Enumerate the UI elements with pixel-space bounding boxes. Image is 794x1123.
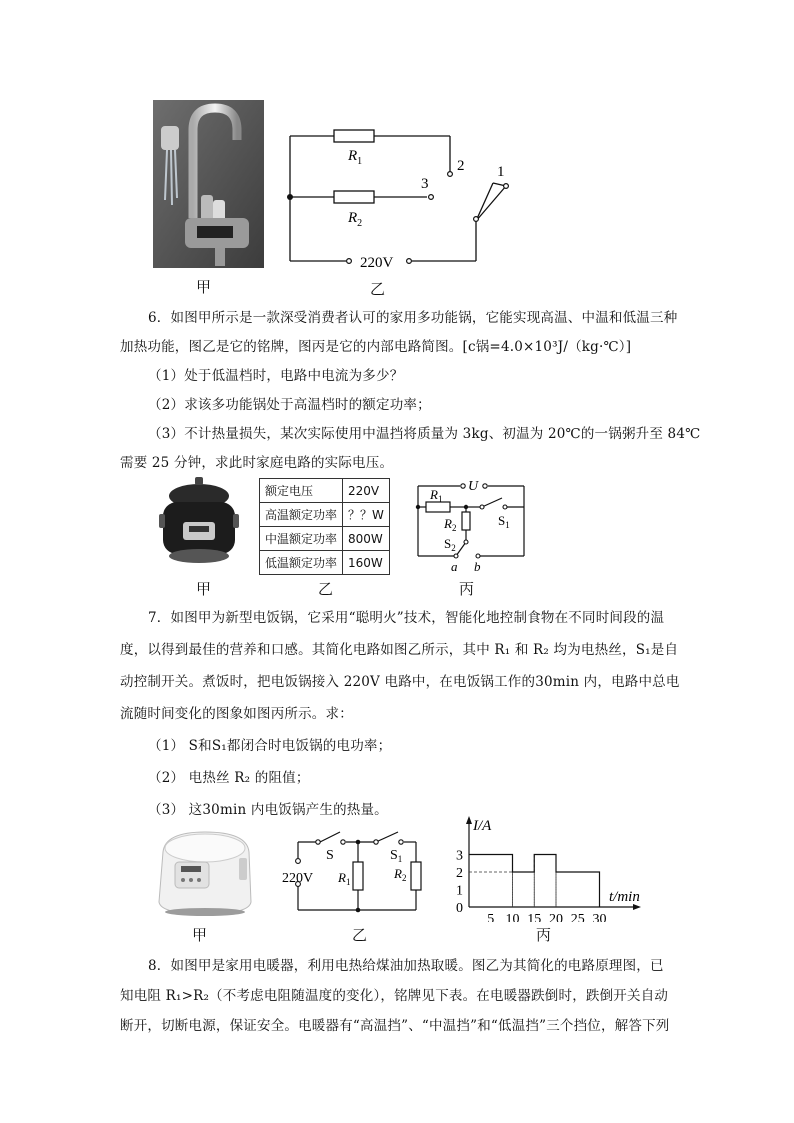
q6-line: 6．如图甲所示是一款深受消费者认可的家用多功能锅，它能实现高温、中温和低温三种 — [148, 310, 678, 326]
fig5-voltage: 220V — [360, 255, 394, 271]
nameplate-label: 中温额定功率 — [260, 527, 343, 551]
q7-line: 动控制开关。煮饭时，把电饭锅接入 220V 电路中，在电饭锅工作的30min 内，电路中总电 — [120, 674, 680, 690]
svg-text:R2: $R_2$ — [394, 866, 407, 883]
x-tick-label: 25 — [570, 912, 585, 922]
table-row — [260, 551, 390, 575]
y-tick-label: 0 — [456, 901, 463, 916]
nameplate-label: 额定电压 — [260, 479, 343, 503]
q8-text — [120, 951, 694, 1041]
q7-text — [120, 603, 694, 827]
svg-text:S1: $S_1$ — [390, 848, 403, 864]
table-row — [260, 527, 390, 551]
q6-line: 加热功能，图乙是它的铭牌，图丙是它的内部电路简图。[c锅=4.0×10³J/（kg·℃）] — [120, 339, 632, 355]
q6-sub: （1）处于低温档时，电路中电流为多少？ — [148, 368, 404, 384]
q6-circuit — [414, 476, 532, 578]
table-row — [260, 479, 390, 503]
x-axis-label: t/min — [609, 889, 640, 905]
nameplate-label: 高温额定功率 — [260, 503, 343, 527]
y-tick-label: 1 — [456, 883, 463, 899]
fig5-terminal-1: 1 — [497, 164, 505, 180]
q7-circuit — [280, 828, 426, 918]
fig5-caption-yi: 乙 — [370, 280, 386, 298]
svg-text:S: S — [326, 848, 334, 863]
fig5-circuit — [280, 122, 520, 274]
faucet-photo — [153, 100, 264, 268]
q7-line: 流随时间变化的图象如图丙所示。求： — [120, 706, 353, 722]
q7-sub: （1） S和S₁都闭合时电饭锅的电功率； — [148, 738, 392, 754]
x-tick-label: 10 — [505, 912, 520, 922]
q7-caption-yi: 乙 — [352, 926, 368, 944]
svg-text:a: a — [451, 559, 458, 574]
svg-text:U: U — [468, 479, 479, 494]
x-tick-label: 30 — [592, 912, 607, 922]
svg-text:220V: 220V — [282, 871, 314, 886]
nameplate-label: 低温额定功率 — [260, 551, 343, 575]
q6-line: 需要 25 分钟，求此时家庭电路的实际电压。 — [120, 455, 394, 471]
svg-text:R1: $R_1$ — [338, 870, 351, 887]
nameplate-table — [259, 478, 390, 575]
y-tick-label: 3 — [456, 848, 463, 864]
q6-caption-jia: 甲 — [196, 580, 212, 598]
nameplate-value: ？？W — [343, 503, 390, 527]
q8-line: 断开，切断电源，保证安全。电暖器有“高温挡”、“中温挡”和“低温挡”三个挡位，解答下列 — [120, 1018, 670, 1034]
y-axis-arrow — [466, 816, 472, 824]
table-row — [260, 503, 390, 527]
q7-caption-jia: 甲 — [192, 926, 208, 944]
nameplate-value: 800W — [343, 527, 390, 551]
fig5-r1-label: $R_1$ — [348, 148, 363, 167]
q7-sub: （3） 这30min 内电饭锅产生的热量。 — [148, 802, 388, 818]
q7-line: 度，以得到最佳的营养和口感。其简化电路如图乙所示，其中 R₁ 和 R₂ 均为电热丝，S₁是自 — [120, 642, 679, 658]
x-tick-label: 15 — [527, 912, 542, 922]
svg-text:S1: $S_1$ — [498, 513, 510, 530]
q6-caption-bing: 丙 — [459, 580, 475, 598]
x-tick-label: 5 — [487, 912, 495, 922]
svg-text:R2: $R_2$ — [444, 516, 457, 533]
q6-sub: （2）求该多功能锅处于高温档时的额定功率； — [148, 397, 431, 413]
fig5-terminal-3: 3 — [421, 176, 429, 192]
q6-caption-yi: 乙 — [318, 580, 334, 598]
svg-text:S2: $S_2$ — [444, 536, 456, 553]
fig5-terminal-2: 2 — [457, 158, 465, 174]
current-time-chart — [447, 812, 653, 922]
fig5-r2-label: $R_2$ — [348, 210, 363, 229]
rice-cooker-photo — [153, 822, 257, 920]
y-tick-label: 2 — [456, 866, 463, 881]
q6-sub: （3）不计热量损失，某次实际使用中温挡将质量为 3kg、初温为 20℃的一锅粥升至 84℃ — [148, 426, 701, 442]
nameplate-value: 160W — [343, 551, 390, 575]
y-axis-label: I/A — [473, 818, 492, 834]
fig5-caption-jia: 甲 — [196, 278, 212, 296]
svg-text:b: b — [474, 559, 481, 574]
x-tick-label: 20 — [549, 912, 563, 922]
nameplate-value: 220V — [343, 479, 390, 503]
q8-line: 知电阻 R₁>R₂（不考虑电阻随温度的变化），铭牌见下表。在电暖器跌倒时，跌倒开关自动 — [120, 988, 669, 1004]
q8-line: 8．如图甲是家用电暖器，利用电热给煤油加热取暖。图乙为其简化的电路原理图，已 — [148, 958, 664, 974]
q7-sub: （2） 电热丝 R₂ 的阻值； — [148, 770, 310, 786]
multi-cooker-photo — [157, 474, 241, 570]
svg-text:R1: $R_1$ — [430, 487, 443, 504]
q7-caption-bing: 丙 — [536, 926, 552, 944]
q6-text — [120, 304, 701, 478]
q7-line: 7．如图甲为新型电饭锅，它采用“聪明火”技术，智能化地控制食物在不同时间段的温 — [148, 610, 665, 626]
